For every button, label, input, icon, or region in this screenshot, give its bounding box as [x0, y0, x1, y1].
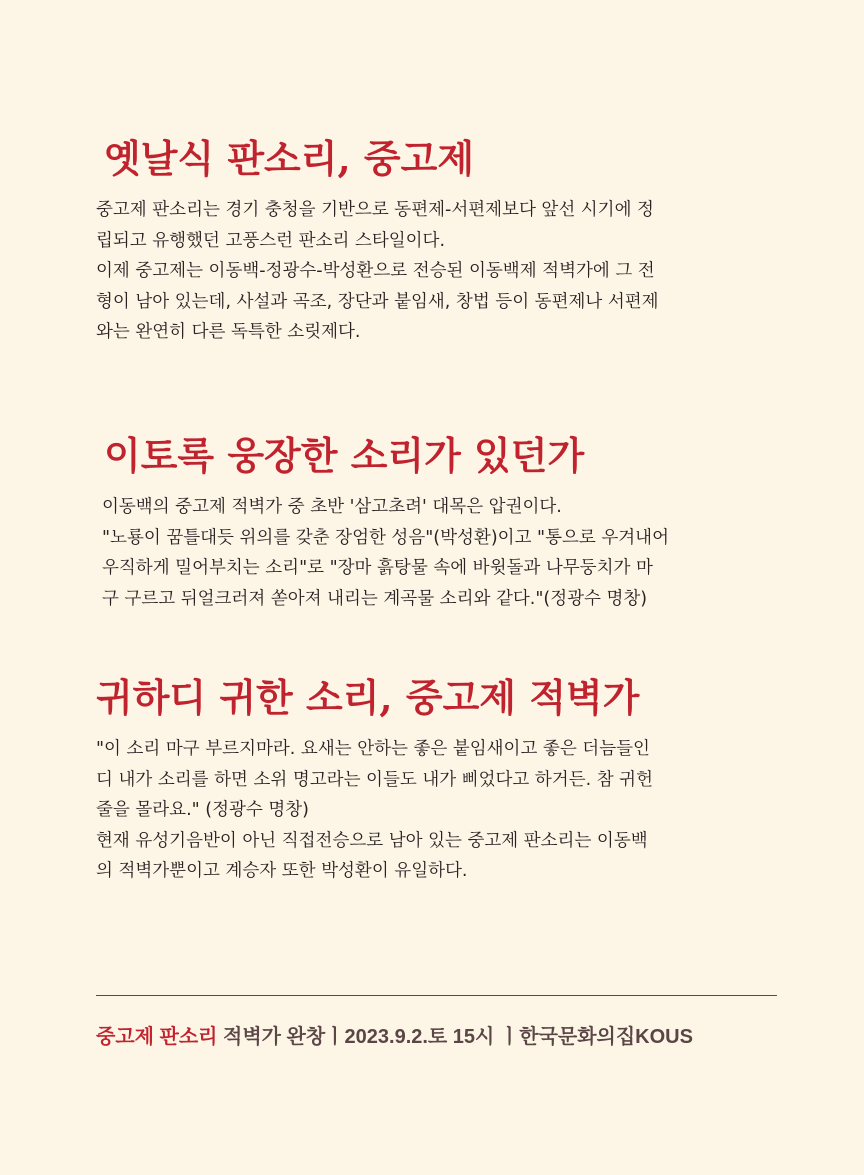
event-footer [96, 1022, 693, 1052]
body-line: 중고제 판소리는 경기 충청을 기반으로 동편제-서편제보다 앞선 시기에 정 [96, 200, 654, 220]
body-line: 현재 유성기음반이 아닌 직접전승으로 남아 있는 중고제 판소리는 이동백 [96, 830, 648, 851]
body-line: 이동백의 중고제 적벽가 중 초반 '삼고초려' 대목은 압권이다. [102, 497, 562, 517]
body-line: 우직하게 밀어부치는 소리"로 "장마 흙탕물 속에 바윗돌과 나무둥치가 마 [102, 558, 653, 578]
body-line: 이제 중고제는 이동백-정광수-박성환으로 전승된 이동백제 적벽가에 그 전 [96, 261, 655, 281]
section-history [96, 135, 776, 348]
section-grandeur [96, 432, 776, 614]
body-line: 립되고 유행했던 고풍스런 판소리 스타일이다. [96, 230, 446, 251]
section-body [96, 195, 776, 348]
body-line: "이 소리 마구 부르지마라. 요새는 안하는 좋은 붙임새이고 좋은 더늠들인 [96, 739, 650, 759]
body-line: 와는 완연히 다른 독특한 소릿제다. [96, 322, 361, 342]
footer-info: 적벽가 완창ㅣ2023.9.2.토 15시 ㅣ한국문화의집KOUS [217, 1026, 693, 1048]
footer-divider [96, 995, 777, 996]
footer-title: 중고제 판소리 [96, 1026, 218, 1048]
section-body [96, 492, 776, 614]
body-line: 구 구르고 뒤얼크러져 쏟아져 내리는 계곡물 소리와 같다."(정광수 명창) [102, 588, 648, 609]
body-line: "노룡이 꿈틀대듯 위의를 갖춘 장엄한 성음"(박성환)이고 "통으로 우겨내어 [102, 527, 669, 548]
section-rare-sound [96, 674, 776, 887]
section-body [96, 734, 776, 887]
body-line: 형이 남아 있는데, 사설과 곡조, 장단과 붙임새, 창법 등이 동편제나 서편제 [96, 291, 659, 312]
body-line: 디 내가 소리를 하면 소위 명고라는 이들도 내가 삐었다고 하거든. 참 귀헌 [96, 769, 653, 790]
body-line: 의 적벽가뿐이고 계승자 또한 박성환이 유일하다. [96, 861, 468, 881]
section-heading: 이토록 웅장한 소리가 있던가 [104, 433, 585, 478]
section-heading: 귀하디 귀한 소리, 중고제 적벽가 [96, 675, 640, 720]
section-heading: 옛날식 판소리, 중고제 [104, 136, 475, 181]
body-line: 줄을 몰라요." (정광수 명창) [96, 800, 310, 820]
